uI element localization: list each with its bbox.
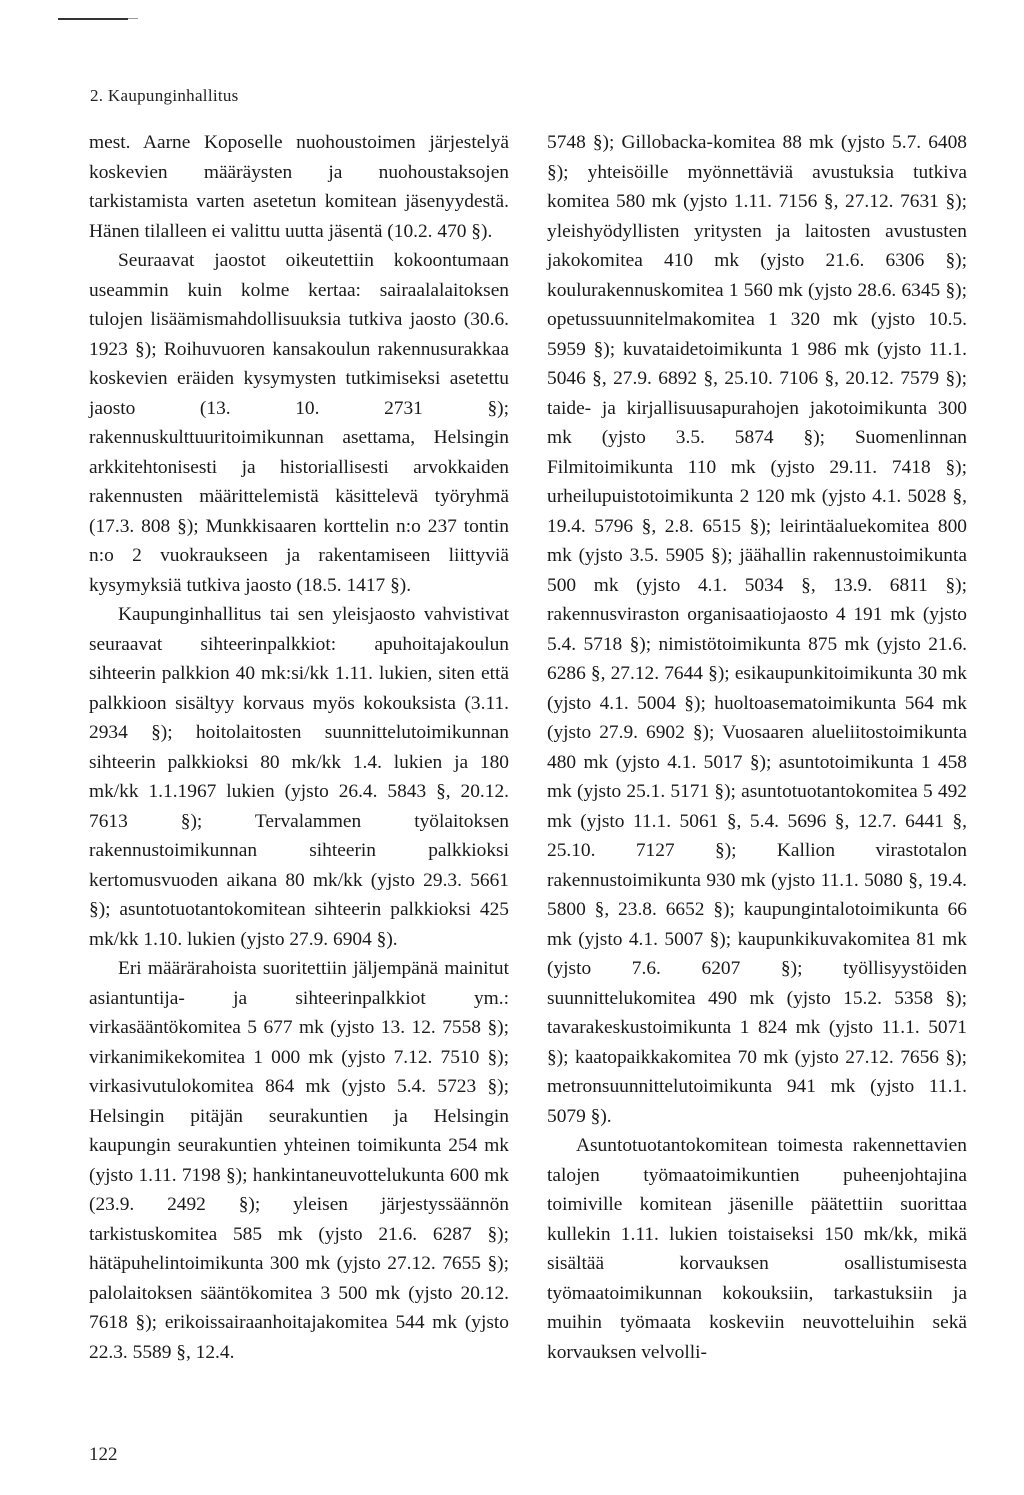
paragraph: Asuntotuotantokomitean toimesta rakennettavien talojen työmaatoimikuntien puheenjohtajina toimiville komitean jäsenille päätettiin suorittaa kullekin 1.11. lukien toistaiseksi 150 mk/kk, mikä sisältää korvauksen osallistumisesta työmaatoimikunnan kokouksiin, tarkastuksiin ja muihin työmaata koskeviin neuvotteluihin sekä korvauksen velvolli- [547,1135,967,1363]
left-column [89,128,509,1367]
paragraph: Seuraavat jaostot oikeutettiin kokoontumaan useammin kuin kolme kertaa: sairaalalaitoksen tulojen lisäämismahdollisuuksia tutkiva jaosto (30.6. 1923 §); Roihuvuoren kansakoulun rakennusurakkaa koskevien eräiden kysymysten tutkimiseksi asetettu jaosto (13. 10. 2731 §); rakennuskulttuuritoimikunnan asettama, Helsingin arkkitehtonisesti ja historiallisesti arvokkaiden rakennusten määrittelemistä käsittelevä työryhmä (17.3. 808 §); Munkkisaaren korttelin n:o 237 tontin n:o 2 vuokraukseen ja rakentamiseen liittyviä kysymyksiä tutkiva jaosto (18.5. 1417 §). [89,250,509,596]
paragraph: Eri määrärahoista suoritettiin jäljempänä mainitut asiantuntija- ja sihteerinpalkkiot ym.: virkasääntökomitea 5 677 mk (yjsto 13. 12. 7558 §); virkanimikekomitea 1 000 mk (yjsto 7.12. 7510 §); virkasivutulokomitea 864 mk (yjsto 5.4. 5723 §); Helsingin pitäjän seurakuntien ja Helsingin kaupungin seurakuntien yhteinen toimikunta 254 mk (yjsto 1.11. 7198 §); hankintaneuvottelukunta 600 mk (23.9. 2492 §); yleisen järjestyssäännön tarkistuskomitea 585 mk (yjsto 21.6. 6287 §); hätäpuhelintoimikunta 300 mk (yjsto 27.12. 7655 §); palolaitoksen sääntökomitea 3 500 mk (yjsto 20.12. 7618 §); erikoissairaanhoitajakomitea 544 mk (yjsto 22.3. 5589 §, 12.4. [89,958,509,1363]
paragraph: 5748 §); Gillobacka-komitea 88 mk (yjsto 5.7. 6408 §); yhteisöille myönnettäviä avustuksia tutkiva komitea 580 mk (yjsto 1.11. 7156 §, 27.12. 7631 §); yleishyödyllisten yritysten ja laitosten avustusten jakokomitea 410 mk (yjsto 21.6. 6306 §); koulurakennuskomitea 1 560 mk (yjsto 28.6. 6345 §); opetussuunnitelmakomitea 1 320 mk (yjsto 10.5. 5959 §); kuvataidetoimikunta 1 986 mk (yjsto 11.1. 5046 §, 27.9. 6892 §, 25.10. 7106 §, 20.12. 7579 §); taide- ja kirjallisuusapurahojen jakotoimikunta 300 mk (yjsto 3.5. 5874 §); Suomenlinnan Filmitoimikunta 110 mk (yjsto 29.11. 7418 §); urheilupuistotoimikunta 2 120 mk (yjsto 4.1. 5028 §, 19.4. 5796 §, 2.8. 6515 §); leirintäaluekomitea 800 mk (yjsto 3.5. 5905 §); jäähallin rakennustoimikunta 500 mk (yjsto 4.1. 5034 §, 13.9. 6811 §); rakennusviraston organisaatiojaosto 4 191 mk (yjsto 5.4. 5718 §); nimistötoimikunta 875 mk (yjsto 21.6. 6286 §, 27.12. 7644 §); esikaupunkitoimikunta 30 mk (yjsto 4.1. 5004 §); huoltoasematoimikunta 564 mk (yjsto 27.9. 6902 §); Vuosaaren alueliitostoimikunta 480 mk (yjsto 4.1. 5017 §); asuntotoimikunta 1 458 mk (yjsto 25.1. 5171 §); asuntotuotantokomitea 5 492 mk (yjsto 11.1. 5061 §, 5.4. 5696 §, 12.7. 6441 §, 25.10. 7127 §); Kallion virastotalon rakennustoimikunta 930 mk (yjsto 11.1. 5080 §, 19.4. 5800 §, 23.8. 6652 §); kaupungintalotoimikunta 66 mk (yjsto 4.1. 5007 §); kaupunkikuvakomitea 81 mk (yjsto 7.6. 6207 §); työllisyystöiden suunnittelukomitea 490 mk (yjsto 15.2. 5358 §); tavarakeskustoimikunta 1 824 mk (yjsto 11.1. 5071 §); kaatopaikkakomitea 70 mk (yjsto 27.12. 7656 §); metronsuunnittelutoimikunta 941 mk (yjsto 11.1. 5079 §). [547,132,967,1127]
top-rule [58,18,128,20]
paragraph: mest. Aarne Koposelle nuohoustoimen järjestelyä koskevien määräysten ja nuohoustaksojen tarkistamista varten asetetun komitean jäsenyydestä. Hänen tilalleen ei valittu uutta jäsentä (10.2. 470 §). [89,132,509,242]
right-column [547,128,967,1367]
top-rule-tail [128,18,138,19]
running-header: 2. Kaupunginhallitus [90,86,239,105]
paragraph: Kaupunginhallitus tai sen yleisjaosto vahvistivat seuraavat sihteerinpalkkiot: apuhoitajakoulun sihteerin palkkion 40 mk:si/kk 1.11. lukien, siten että palkkioon sisältyy korvaus myös kokouksista (3.11. 2934 §); hoitolaitosten suunnittelutoimikunnan sihteerin palkkioksi 80 mk/kk 1.4. lukien ja 180 mk/kk 1.1.1967 lukien (yjsto 26.4. 5843 §, 20.12. 7613 §); Tervalammen työlaitoksen rakennustoimikunnan sihteerin palkkioksi kertomusvuoden aikana 80 mk/kk (yjsto 29.3. 5661 §); asuntotuotantokomitean sihteerin palkkioksi 425 mk/kk 1.10. lukien (yjsto 27.9. 6904 §). [89,604,509,950]
page-number: 122 [89,1444,118,1465]
